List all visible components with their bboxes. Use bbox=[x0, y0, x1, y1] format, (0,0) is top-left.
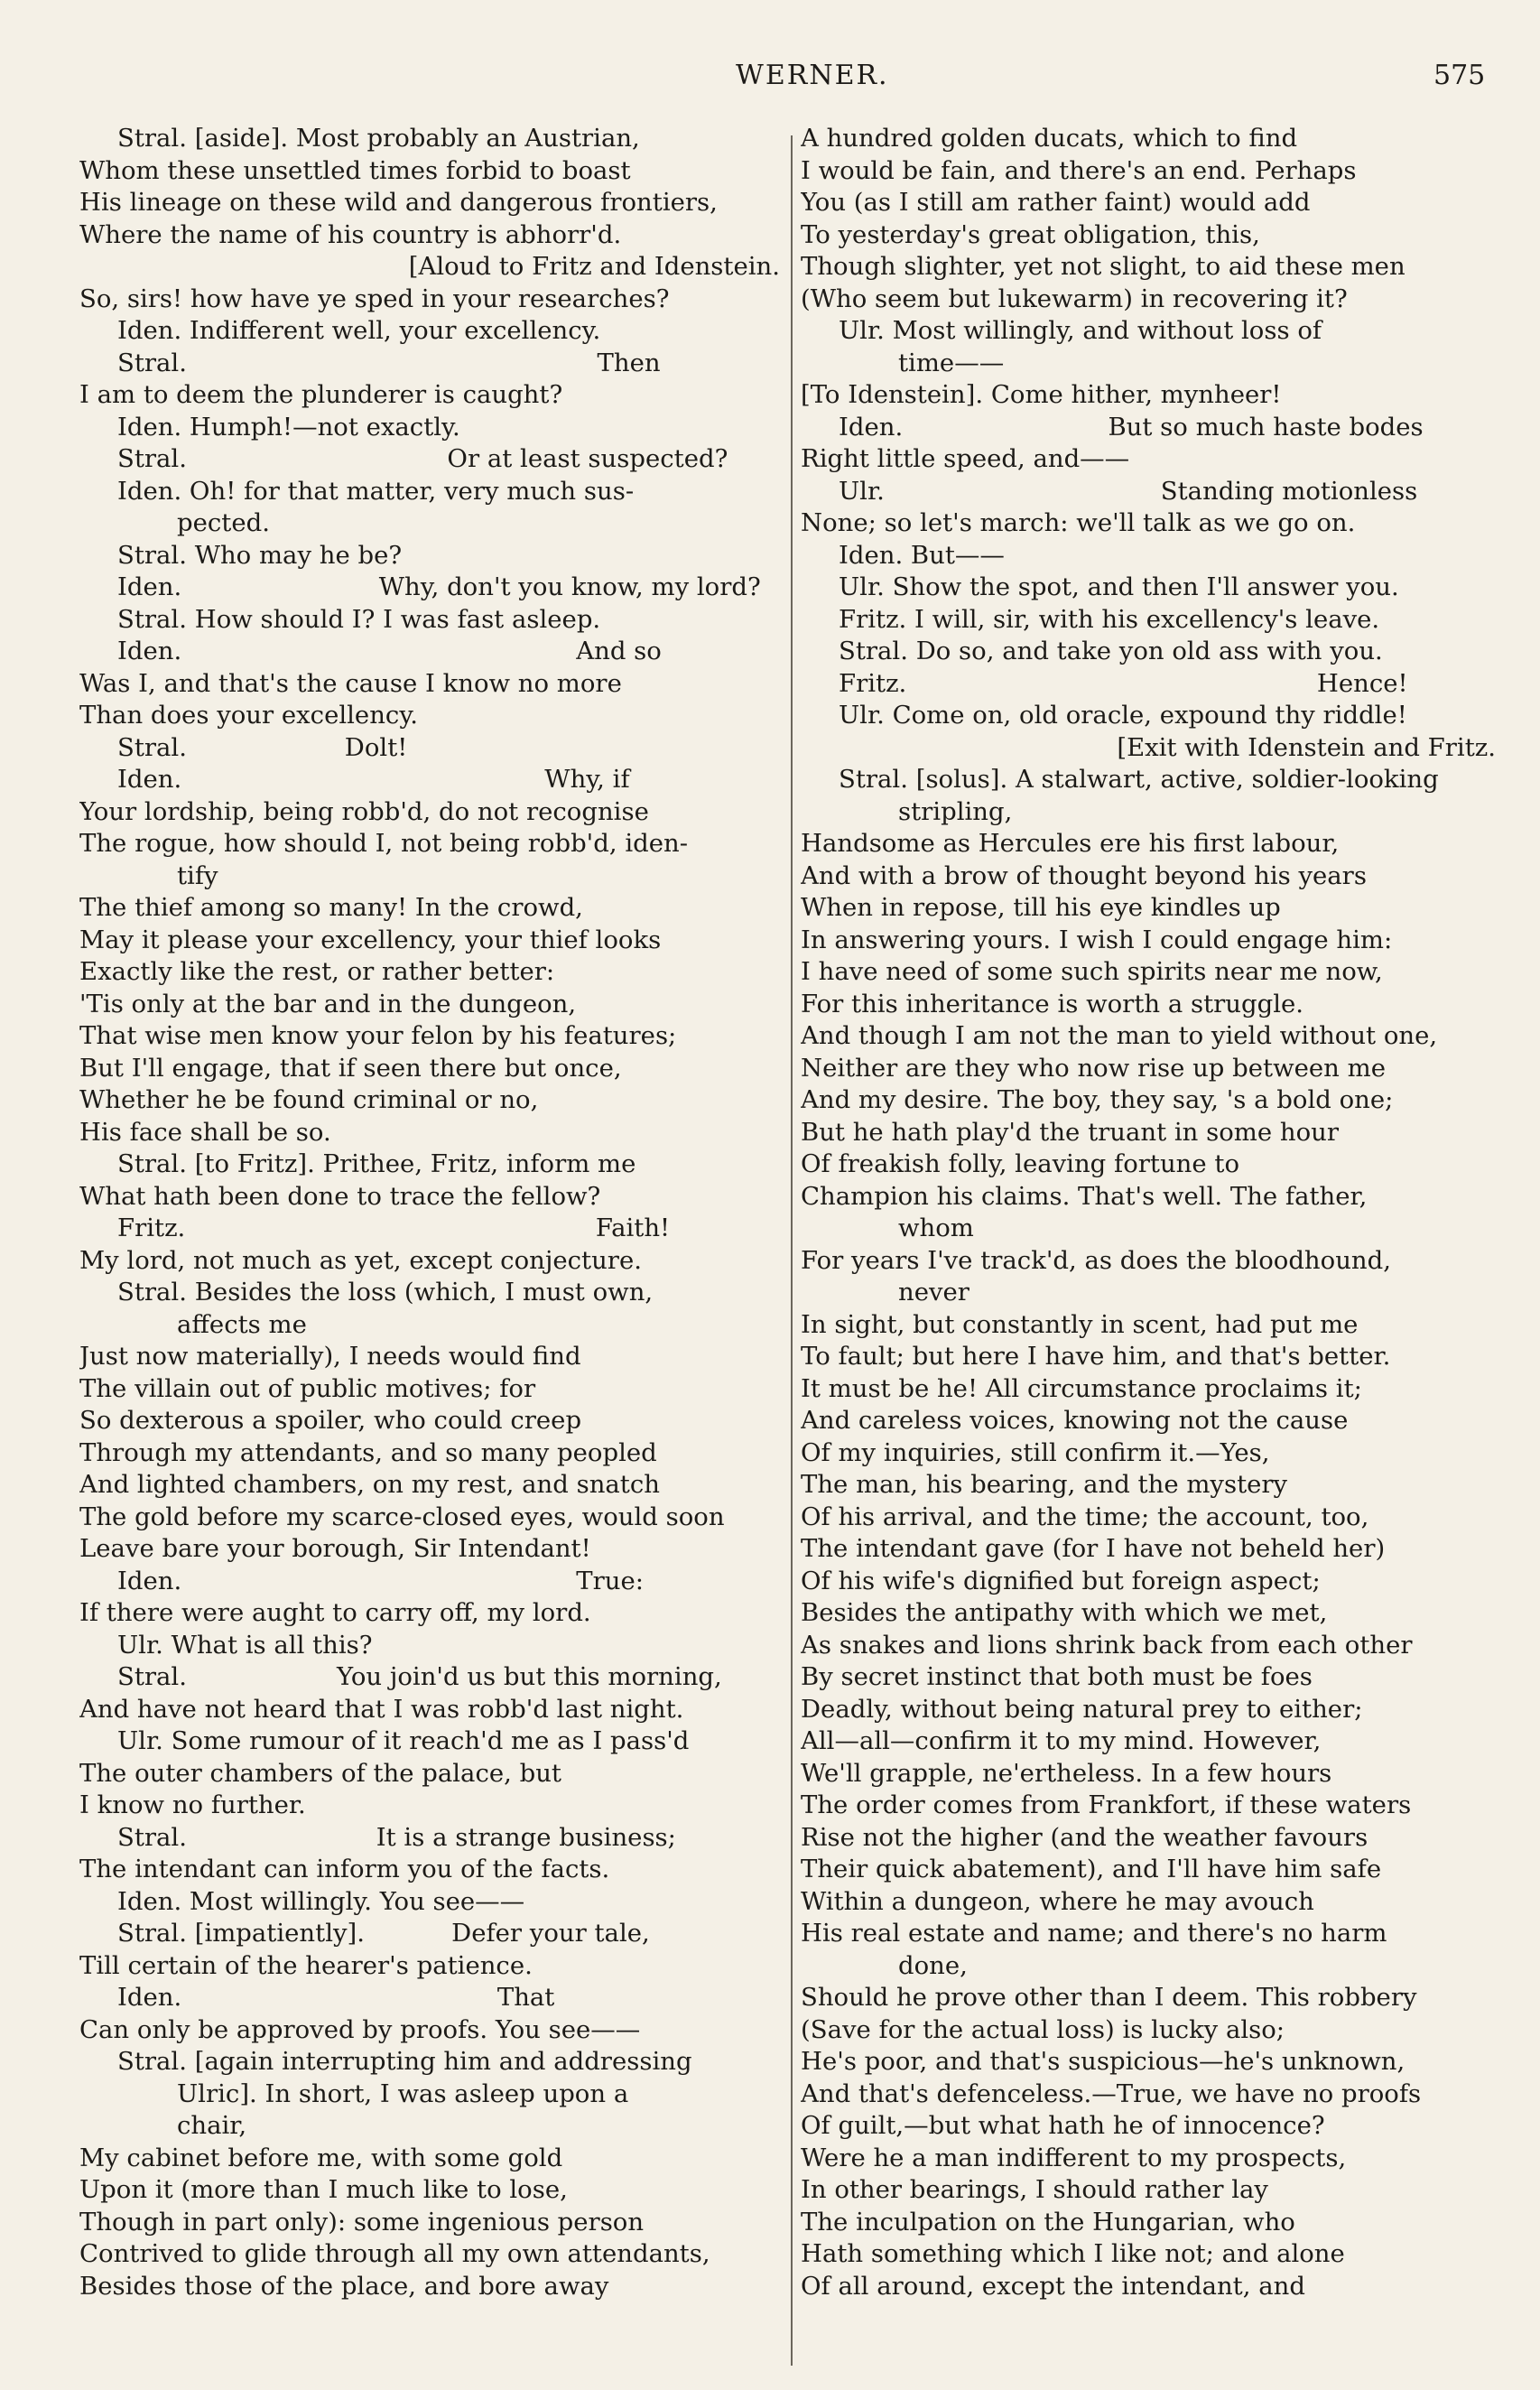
verse-line: The outer chambers of the palace, but bbox=[79, 1758, 561, 1788]
verse-line: Iden. That bbox=[117, 1983, 555, 2012]
verse-line: I would be fain, and there's an end. Perhaps bbox=[801, 155, 1357, 185]
verse-line: stripling, bbox=[898, 796, 1013, 826]
verse-line: Handsome as Hercules ere his first labour, bbox=[801, 829, 1340, 858]
verse-line: None; so let's march: we'll talk as we go on. bbox=[801, 508, 1356, 537]
verse-line: And have not heard that I was robb'd last night. bbox=[79, 1694, 684, 1724]
verse-line: Neither are they who now rise up between me bbox=[801, 1053, 1386, 1083]
verse-line: The order comes from Frankfort, if these waters bbox=[801, 1790, 1412, 1819]
verse-line: The gold before my scarce-closed eyes, would soon bbox=[79, 1502, 725, 1531]
verse-line: All—all—confirm it to my mind. However, bbox=[801, 1726, 1322, 1755]
verse-line: Within a dungeon, where he may avouch bbox=[801, 1886, 1314, 1916]
verse-line: Iden. And so bbox=[117, 637, 662, 665]
verse-line: But I'll engage, that if seen there but once, bbox=[79, 1053, 622, 1083]
verse-line: So, sirs! how have ye sped in your researches? bbox=[79, 284, 670, 313]
verse-line: Stral. [again interrupting him and addressing bbox=[117, 2047, 692, 2076]
verse-line: chair, bbox=[177, 2111, 247, 2140]
verse-line: And careless voices, knowing not the cause bbox=[801, 1406, 1349, 1435]
verse-line: Of his wife's dignified but foreign aspect; bbox=[801, 1566, 1321, 1595]
verse-line: Ulr. Come on, old oracle, expound thy riddle! bbox=[839, 701, 1407, 730]
verse-line: Ulr. Some rumour of it reach'd me as I pass'd bbox=[117, 1726, 690, 1755]
verse-line: [To Idenstein]. Come hither, mynheer! bbox=[801, 380, 1282, 409]
verse-line: May it please your excellency, your thief looks bbox=[79, 925, 662, 954]
verse-line: never bbox=[898, 1278, 969, 1307]
left-column bbox=[79, 123, 780, 2302]
verse-line: Ulr. Standing motionless bbox=[839, 476, 1418, 506]
verse-line: Right little speed, and—— bbox=[801, 444, 1130, 473]
verse-line: Stral. It is a strange business; bbox=[117, 1822, 676, 1852]
verse-line: Stral. [to Fritz]. Prithee, Fritz, inform me bbox=[117, 1149, 636, 1178]
verse-line: My cabinet before me, with some gold bbox=[79, 2143, 563, 2172]
verse-line: Was I, and that's the cause I know no more bbox=[79, 668, 622, 698]
verse-line: And my desire. The boy, they say, 's a bold one; bbox=[801, 1085, 1394, 1114]
verse-line: Ulr. What is all this? bbox=[117, 1630, 373, 1660]
right-column bbox=[801, 123, 1496, 2302]
verse-line: Deadly, without being natural prey to either; bbox=[801, 1694, 1363, 1724]
verse-line: Iden. True: bbox=[117, 1566, 645, 1595]
page-header bbox=[0, 60, 1540, 105]
verse-line: whom bbox=[898, 1214, 974, 1242]
verse-line: Besides the antipathy with which we met, bbox=[801, 1598, 1328, 1627]
verse-line: The thief among so many! In the crowd, bbox=[79, 893, 583, 922]
verse-line: Rise not the higher (and the weather favours bbox=[801, 1822, 1368, 1852]
verse-line: [Aloud to Fritz and Idenstein. bbox=[408, 252, 780, 281]
verse-line: Stral. [aside]. Most probably an Austrian, bbox=[117, 124, 640, 153]
verse-line: Stral. [impatiently]. Defer your tale, bbox=[117, 1919, 650, 1948]
verse-line: To yesterday's great obligation, this, bbox=[801, 219, 1260, 249]
verse-line: In other bearings, I should rather lay bbox=[801, 2175, 1268, 2204]
verse-line: His face shall be so. bbox=[79, 1117, 331, 1147]
verse-line: Iden. Most willingly. You see—— bbox=[117, 1886, 525, 1916]
verse-line: In answering yours. I wish I could engage him: bbox=[801, 925, 1393, 954]
verse-line: Exactly like the rest, or rather better: bbox=[79, 957, 555, 986]
page-number: 575 bbox=[1433, 60, 1486, 91]
verse-line: He's poor, and that's suspicious—he's unknown, bbox=[801, 2047, 1405, 2076]
verse-line: Ulr. Most willingly, and without loss of bbox=[839, 316, 1322, 345]
verse-line: (Save for the actual loss) is lucky also; bbox=[801, 2014, 1285, 2044]
verse-line: The intendant gave (for I have not beheld her) bbox=[801, 1534, 1386, 1563]
verse-line: Of guilt,—but what hath he of innocence? bbox=[801, 2111, 1325, 2140]
verse-line: Iden. Why, if bbox=[117, 765, 630, 794]
verse-line: The inculpation on the Hungarian, who bbox=[801, 2207, 1295, 2237]
verse-line: In sight, but constantly in scent, had put me bbox=[801, 1309, 1359, 1339]
verse-line: The villain out of public motives; for bbox=[79, 1373, 536, 1403]
verse-line: Stral. Who may he be? bbox=[117, 540, 403, 570]
verse-line: I know no further. bbox=[79, 1790, 306, 1819]
verse-line: Their quick abatement), and I'll have him safe bbox=[801, 1855, 1382, 1883]
verse-line: Iden. Humph!—not exactly. bbox=[117, 412, 460, 442]
verse-line: Your lordship, being robb'd, do not recognise bbox=[79, 796, 649, 826]
running-title: WERNER. bbox=[736, 60, 889, 91]
verse-line: And that's defenceless.—True, we have no proofs bbox=[801, 2078, 1422, 2108]
verse-line: Hath something which I like not; and alone bbox=[801, 2239, 1345, 2268]
verse-line: His lineage on these wild and dangerous frontiers, bbox=[79, 188, 718, 217]
verse-line: Stral. Do so, and take yon old ass with you. bbox=[839, 637, 1383, 665]
verse-line: By secret instinct that both must be foes bbox=[801, 1662, 1313, 1691]
verse-line: Just now materially), I needs would find bbox=[79, 1342, 581, 1371]
verse-line: His real estate and name; and there's no harm bbox=[801, 1919, 1387, 1948]
verse-line: Iden. Oh! for that matter, very much sus- bbox=[117, 476, 635, 506]
verse-line: (Who seem but lukewarm) in recovering it? bbox=[801, 284, 1348, 313]
verse-line: Iden. Indifferent well, your excellency. bbox=[117, 316, 601, 345]
verse-line: Upon it (more than I much like to lose, bbox=[79, 2175, 568, 2204]
verse-line: Fritz. Faith! bbox=[117, 1214, 671, 1242]
verse-line: Whether he be found criminal or no, bbox=[79, 1085, 539, 1114]
verse-line: Iden. But so much haste bodes bbox=[839, 412, 1424, 442]
verse-line: And lighted chambers, on my rest, and snatch bbox=[79, 1470, 660, 1499]
verse-line: And with a brow of thought beyond his years bbox=[801, 860, 1367, 890]
verse-line: [Exit with Idenstein and Fritz. bbox=[1117, 732, 1496, 762]
verse-line: Fritz. Hence! bbox=[839, 668, 1408, 698]
verse-line: I have need of some such spirits near me now, bbox=[801, 957, 1383, 986]
verse-line: Contrived to glide through all my own attendants, bbox=[79, 2239, 710, 2268]
verse-line: Till certain of the hearer's patience. bbox=[79, 1950, 533, 1980]
verse-line: Stral. Besides the loss (which, I must own, bbox=[117, 1278, 654, 1307]
verse-line: Were he a man indifferent to my prospects, bbox=[801, 2143, 1347, 2172]
verse-line: 'Tis only at the bar and in the dungeon, bbox=[79, 989, 577, 1018]
verse-line: It must be he! All circumstance proclaims it; bbox=[801, 1373, 1362, 1403]
verse-line: Of his arrival, and the time; the account, too, bbox=[801, 1502, 1369, 1531]
verse-line: Where the name of his country is abhorr'd. bbox=[79, 219, 622, 249]
verse-line: Stral. How should I? I was fast asleep. bbox=[117, 604, 601, 634]
verse-line: To fault; but here I have him, and that's better. bbox=[801, 1342, 1391, 1371]
verse-line: As snakes and lions shrink back from each other bbox=[801, 1630, 1413, 1660]
verse-line: Though slighter, yet not slight, to aid these men bbox=[801, 252, 1405, 281]
verse-line: Of my inquiries, still confirm it.—Yes, bbox=[801, 1437, 1270, 1467]
verse-line: That wise men know your felon by his features; bbox=[79, 1021, 677, 1050]
verse-line: The intendant can inform you of the facts. bbox=[79, 1855, 610, 1883]
verse-line: pected. bbox=[177, 508, 270, 537]
verse-line: I am to deem the plunderer is caught? bbox=[79, 380, 563, 409]
verse-line: So dexterous a spoiler, who could creep bbox=[79, 1406, 582, 1435]
column-divider bbox=[791, 135, 793, 2366]
verse-line: time—— bbox=[898, 348, 1005, 377]
verse-line: Though in part only): some ingenious person bbox=[79, 2207, 645, 2237]
verse-line: Fritz. I will, sir, with his excellency's leave. bbox=[839, 604, 1380, 634]
verse-line: We'll grapple, ne'ertheless. In a few hours bbox=[801, 1758, 1332, 1788]
verse-line: Besides those of the place, and bore away bbox=[79, 2271, 609, 2301]
verse-line: Champion his claims. That's well. The father, bbox=[801, 1181, 1368, 1211]
verse-line: Through my attendants, and so many peopled bbox=[79, 1437, 657, 1467]
verse-line: Iden. But—— bbox=[839, 540, 1005, 570]
verse-line: A hundred golden ducats, which to find bbox=[801, 124, 1298, 153]
verse-line: Stral. Then bbox=[117, 348, 661, 377]
verse-line: Leave bare your borough, Sir Intendant! bbox=[79, 1534, 591, 1563]
verse-line: Iden. Why, don't you know, my lord? bbox=[117, 572, 761, 601]
verse-line: What hath been done to trace the fellow? bbox=[79, 1181, 601, 1211]
verse-line: Stral. [solus]. A stalwart, active, soldier-looking bbox=[839, 765, 1439, 794]
verse-line: And though I am not the man to yield without one, bbox=[801, 1021, 1438, 1050]
verse-line: affects me bbox=[177, 1309, 307, 1339]
verse-line: You (as I still am rather faint) would add bbox=[801, 188, 1311, 217]
verse-line: Stral. Or at least suspected? bbox=[117, 444, 728, 473]
verse-line: The man, his bearing, and the mystery bbox=[801, 1470, 1288, 1499]
verse-line: Stral. You join'd us but this morning, bbox=[117, 1662, 722, 1691]
verse-line: For years I've track'd, as does the bloodhound, bbox=[801, 1245, 1391, 1275]
verse-line: Than does your excellency. bbox=[79, 701, 418, 730]
verse-line: When in repose, till his eye kindles up bbox=[801, 893, 1281, 922]
verse-line: Ulr. Show the spot, and then I'll answer you. bbox=[839, 572, 1399, 601]
verse-line: Should he prove other than I deem. This robbery bbox=[801, 1983, 1417, 2012]
verse-line: Of freakish folly, leaving fortune to bbox=[801, 1149, 1240, 1178]
verse-line: Stral. Dolt! bbox=[117, 732, 408, 762]
verse-line: But he hath play'd the truant in some hour bbox=[801, 1117, 1340, 1147]
verse-line: tify bbox=[177, 860, 218, 890]
verse-line: Whom these unsettled times forbid to boast bbox=[79, 155, 631, 185]
verse-line: For this inheritance is worth a struggle. bbox=[801, 989, 1304, 1018]
verse-line: Ulric]. In short, I was asleep upon a bbox=[177, 2078, 629, 2108]
verse-line: If there were aught to carry off, my lord. bbox=[79, 1598, 591, 1627]
verse-line: My lord, not much as yet, except conjecture. bbox=[79, 1245, 642, 1275]
verse-line: Of all around, except the intendant, and bbox=[801, 2271, 1305, 2301]
verse-line: Can only be approved by proofs. You see—— bbox=[79, 2014, 641, 2044]
verse-line: The rogue, how should I, not being robb'd, iden- bbox=[79, 829, 688, 858]
verse-line: done, bbox=[898, 1950, 968, 1980]
